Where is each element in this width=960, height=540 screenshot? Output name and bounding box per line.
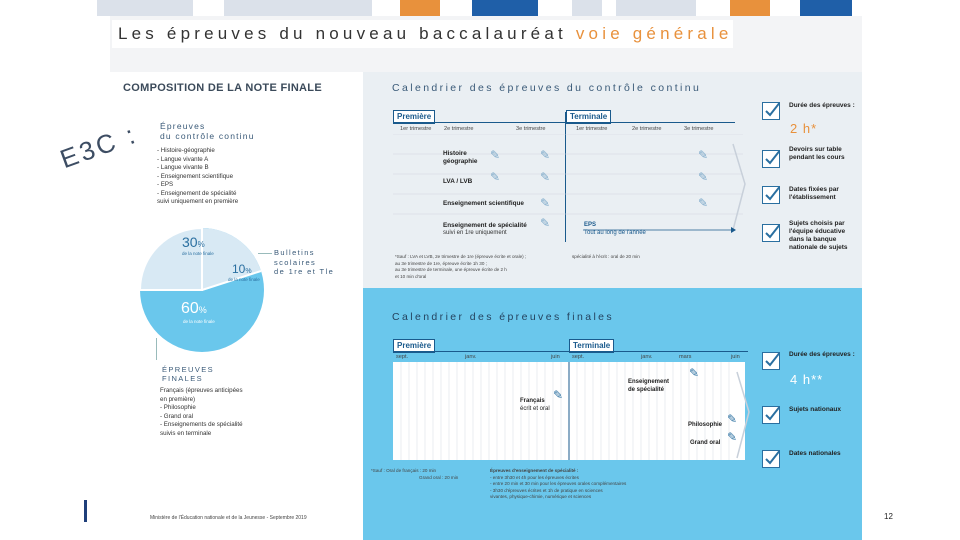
composition-title: COMPOSITION DE LA NOTE FINALE: [123, 82, 322, 94]
cc-footnote-line-4: et 10 min d'oral: [395, 273, 427, 279]
check-icon: [762, 102, 780, 120]
cc-footnote-line-2: au 3e trimestre de 1re, épreuve écrite 1h 30 ;: [395, 260, 487, 266]
fin-tick: sept.: [572, 354, 585, 360]
bulletins-line-2: scolaires: [274, 257, 317, 267]
top-tab-3: [400, 0, 440, 16]
pct-10-value: 10: [232, 262, 246, 276]
pct-10-sign: %: [245, 268, 252, 275]
ministry-logo: [84, 500, 87, 522]
pen-icon: ✎: [698, 148, 709, 162]
top-tab-6: [616, 0, 696, 16]
top-tab-4: [472, 0, 538, 16]
cc-footnote-line-1: *Sauf : LVA et LVB, 2e trimestre de 1re (épreuve écrite et orale) ;: [395, 254, 527, 259]
fin-footnote-line-2: Grand oral : 20 min: [419, 474, 459, 480]
pen-icon: ✎: [540, 148, 551, 162]
cc-tick: 2e trimestre: [444, 126, 474, 132]
list-item: - Langue vivante A: [157, 155, 209, 163]
fin-footnote-line-7: vivantes, physique-chimie, numérique et sciences: [490, 494, 592, 499]
bulletins-label: [274, 248, 334, 277]
list-item: Français (épreuves anticipées: [160, 387, 243, 394]
cc-footnote: [395, 254, 526, 280]
fin-francais: [520, 397, 550, 413]
list-item: - Philosophie: [160, 404, 196, 411]
finales-list: [160, 387, 270, 438]
fin-tick: juin: [551, 354, 560, 360]
cc-row-histoire: [443, 150, 477, 166]
fin-terminale-tab: Terminale: [569, 339, 614, 353]
pct-30-sign: %: [197, 240, 205, 249]
list-item: - Histoire-géographie: [157, 147, 215, 154]
list-item: en première): [160, 395, 196, 403]
finales-leader: [156, 338, 157, 360]
page-title: [112, 20, 733, 48]
check-icon: [762, 406, 780, 424]
list-item: - Langue vivante B: [157, 164, 209, 171]
cc-eps-sub: Tout au long de l'année: [584, 230, 646, 236]
pct-60: [181, 300, 207, 318]
fin-tick: mars: [679, 354, 692, 360]
cc-heading: [160, 121, 255, 141]
pct-10: [232, 262, 252, 276]
fin-francais-line-1: Français: [520, 398, 545, 404]
cc-row-specialite: Enseignement de spécialité: [443, 222, 527, 229]
bulletins-leader: [258, 253, 272, 254]
bulletins-line-3: de 1re et Tle: [274, 267, 335, 276]
pen-icon: ✎: [540, 170, 551, 184]
cc-footnote-right: spécialité à l'écrit : oral de 20 min: [572, 254, 640, 259]
pen-icon: ✎: [490, 148, 501, 162]
fin-side-3: Dates nationales: [789, 450, 841, 457]
footer-text: Ministère de l'Éducation nationale et de la Jeunesse - Septembre 2019: [150, 515, 307, 521]
cc-row-histoire-line-2: géographie: [443, 158, 478, 165]
page-number: 12: [884, 512, 893, 521]
finales-heading: [162, 365, 214, 383]
cc-row-lv: LVA / LVB: [443, 178, 473, 185]
list-item: - Grand oral: [160, 412, 194, 420]
pct-60-sub: de la note finale: [183, 319, 215, 324]
pen-icon: ✎: [727, 412, 738, 426]
fin-tick: janv.: [465, 354, 477, 360]
fin-philo: Philosophie: [688, 422, 723, 428]
fin-footnote-line-4: - entre 3h30 et 4h pour les épreuves écrites: [490, 474, 579, 480]
list-item: - EPS: [157, 181, 174, 188]
cc-tick: 3e trimestre: [684, 126, 714, 132]
cc-row-histoire-line-1: Histoire: [443, 150, 467, 157]
fin-premiere-tab: Première: [393, 339, 435, 353]
fin-footnote-line-5: - entre 20 min et 30 min pour les épreuves orales complémentaires: [490, 481, 627, 486]
fin-side-duration: 4 h**: [790, 372, 824, 387]
top-tab-7: [730, 0, 770, 16]
pen-icon: ✎: [540, 216, 551, 230]
check-icon: [762, 150, 780, 168]
pen-icon: ✎: [553, 388, 564, 402]
bulletins-line-1: Bulletins: [274, 248, 315, 257]
cc-calendar-title: Calendrier des épreuves du contrôle continu: [392, 82, 702, 94]
pen-icon: ✎: [689, 366, 700, 380]
check-icon: [762, 224, 780, 242]
list-item: suivis en terminale: [160, 429, 212, 437]
fin-footnote-left: [371, 468, 458, 481]
fin-footnote-line-6: - 3h30 d'épreuves écrites et 1h de pratique en sciences: [490, 487, 603, 493]
top-tab-5: [572, 0, 602, 16]
list-item: - Enseignement de spécialité: [157, 189, 237, 197]
cc-side-duration: 2 h*: [790, 121, 818, 136]
fin-tick: sept.: [396, 354, 409, 360]
cc-heading-line-2: du contrôle continu: [160, 131, 255, 141]
top-tab-1: [97, 0, 193, 16]
cc-tick: 3e trimestre: [516, 126, 546, 132]
cc-side-3: Dates fixées par l'établissement: [789, 186, 839, 201]
fin-side-1: Durée des épreuves :: [789, 351, 855, 358]
finales-heading-line-1: ÉPREUVES: [162, 365, 215, 374]
cc-terminale-tab: Terminale: [566, 110, 611, 124]
pen-icon: ✎: [698, 170, 709, 184]
cc-tick: 1er trimestre: [576, 126, 608, 132]
pen-icon: ✎: [540, 196, 551, 210]
fin-specialite: [628, 378, 669, 394]
cc-side-1: Durée des épreuves :: [789, 102, 855, 109]
pct-30-sub: de la note finale: [182, 251, 214, 256]
pen-icon: ✎: [727, 430, 738, 444]
pct-30: [182, 234, 205, 250]
cc-side-4: Sujets choisis par l'équipe éducative dans la banque nationale de sujets: [789, 220, 848, 251]
fin-specialite-line-1: Enseignement: [628, 379, 670, 385]
check-icon: [762, 352, 780, 370]
cc-eps: EPS: [584, 222, 597, 228]
cc-tick: 2e trimestre: [632, 126, 662, 132]
fin-axis-line: [393, 351, 748, 352]
list-item: - Enseignement scientifique: [157, 172, 234, 180]
cc-side-2: Devoirs sur table pendant les cours: [789, 146, 845, 161]
fin-footnote-right: [490, 468, 626, 501]
check-icon: [762, 186, 780, 204]
fin-tick: janv.: [641, 354, 653, 360]
top-tab-8: [800, 0, 852, 16]
list-item: suivi uniquement en première: [157, 198, 239, 205]
check-icon: [762, 450, 780, 468]
fin-grand-oral: Grand oral: [690, 440, 721, 446]
top-tab-2: [224, 0, 372, 16]
pct-30-value: 30: [182, 234, 198, 250]
pct-10-sub: de la note finale: [228, 277, 260, 282]
cc-list: [157, 147, 267, 207]
cc-heading-line-1: Épreuves: [160, 121, 206, 131]
cc-footnote-line-3: au 3e trimestre de terminale, une épreuve écrite de 2 h: [395, 267, 507, 272]
fin-tick: juin: [731, 354, 740, 360]
cc-tick: 1er trimestre: [400, 126, 432, 132]
list-item: - Enseignements de spécialité: [160, 421, 243, 428]
title-highlight: voie générale: [575, 24, 733, 43]
cc-row-specialite-sub: suivi en 1re uniquement: [443, 230, 507, 236]
cc-axis-line: [393, 122, 735, 123]
fin-footnote-line-1: *Sauf : Oral de français : 20 min: [371, 468, 437, 473]
pct-60-value: 60: [181, 300, 199, 317]
e3c-label: E3C :: [56, 118, 142, 175]
title-main: Les épreuves du nouveau baccalauréat: [118, 24, 567, 43]
fin-side-2: Sujets nationaux: [789, 406, 842, 413]
cc-premiere-tab: Première: [393, 110, 435, 124]
fin-footnote-line-3: Épreuves d'enseignement de spécialité :: [490, 468, 579, 473]
pct-60-sign: %: [198, 305, 207, 315]
cc-row-science: Enseignement scientifique: [443, 200, 524, 207]
fin-specialite-line-2: de spécialité: [628, 387, 665, 393]
pen-icon: ✎: [490, 170, 501, 184]
finales-heading-line-2: FINALES: [162, 374, 204, 383]
pen-icon: ✎: [698, 196, 709, 210]
fin-calendar-title: Calendrier des épreuves finales: [392, 311, 615, 323]
fin-francais-line-2: écrit et oral: [520, 406, 550, 412]
